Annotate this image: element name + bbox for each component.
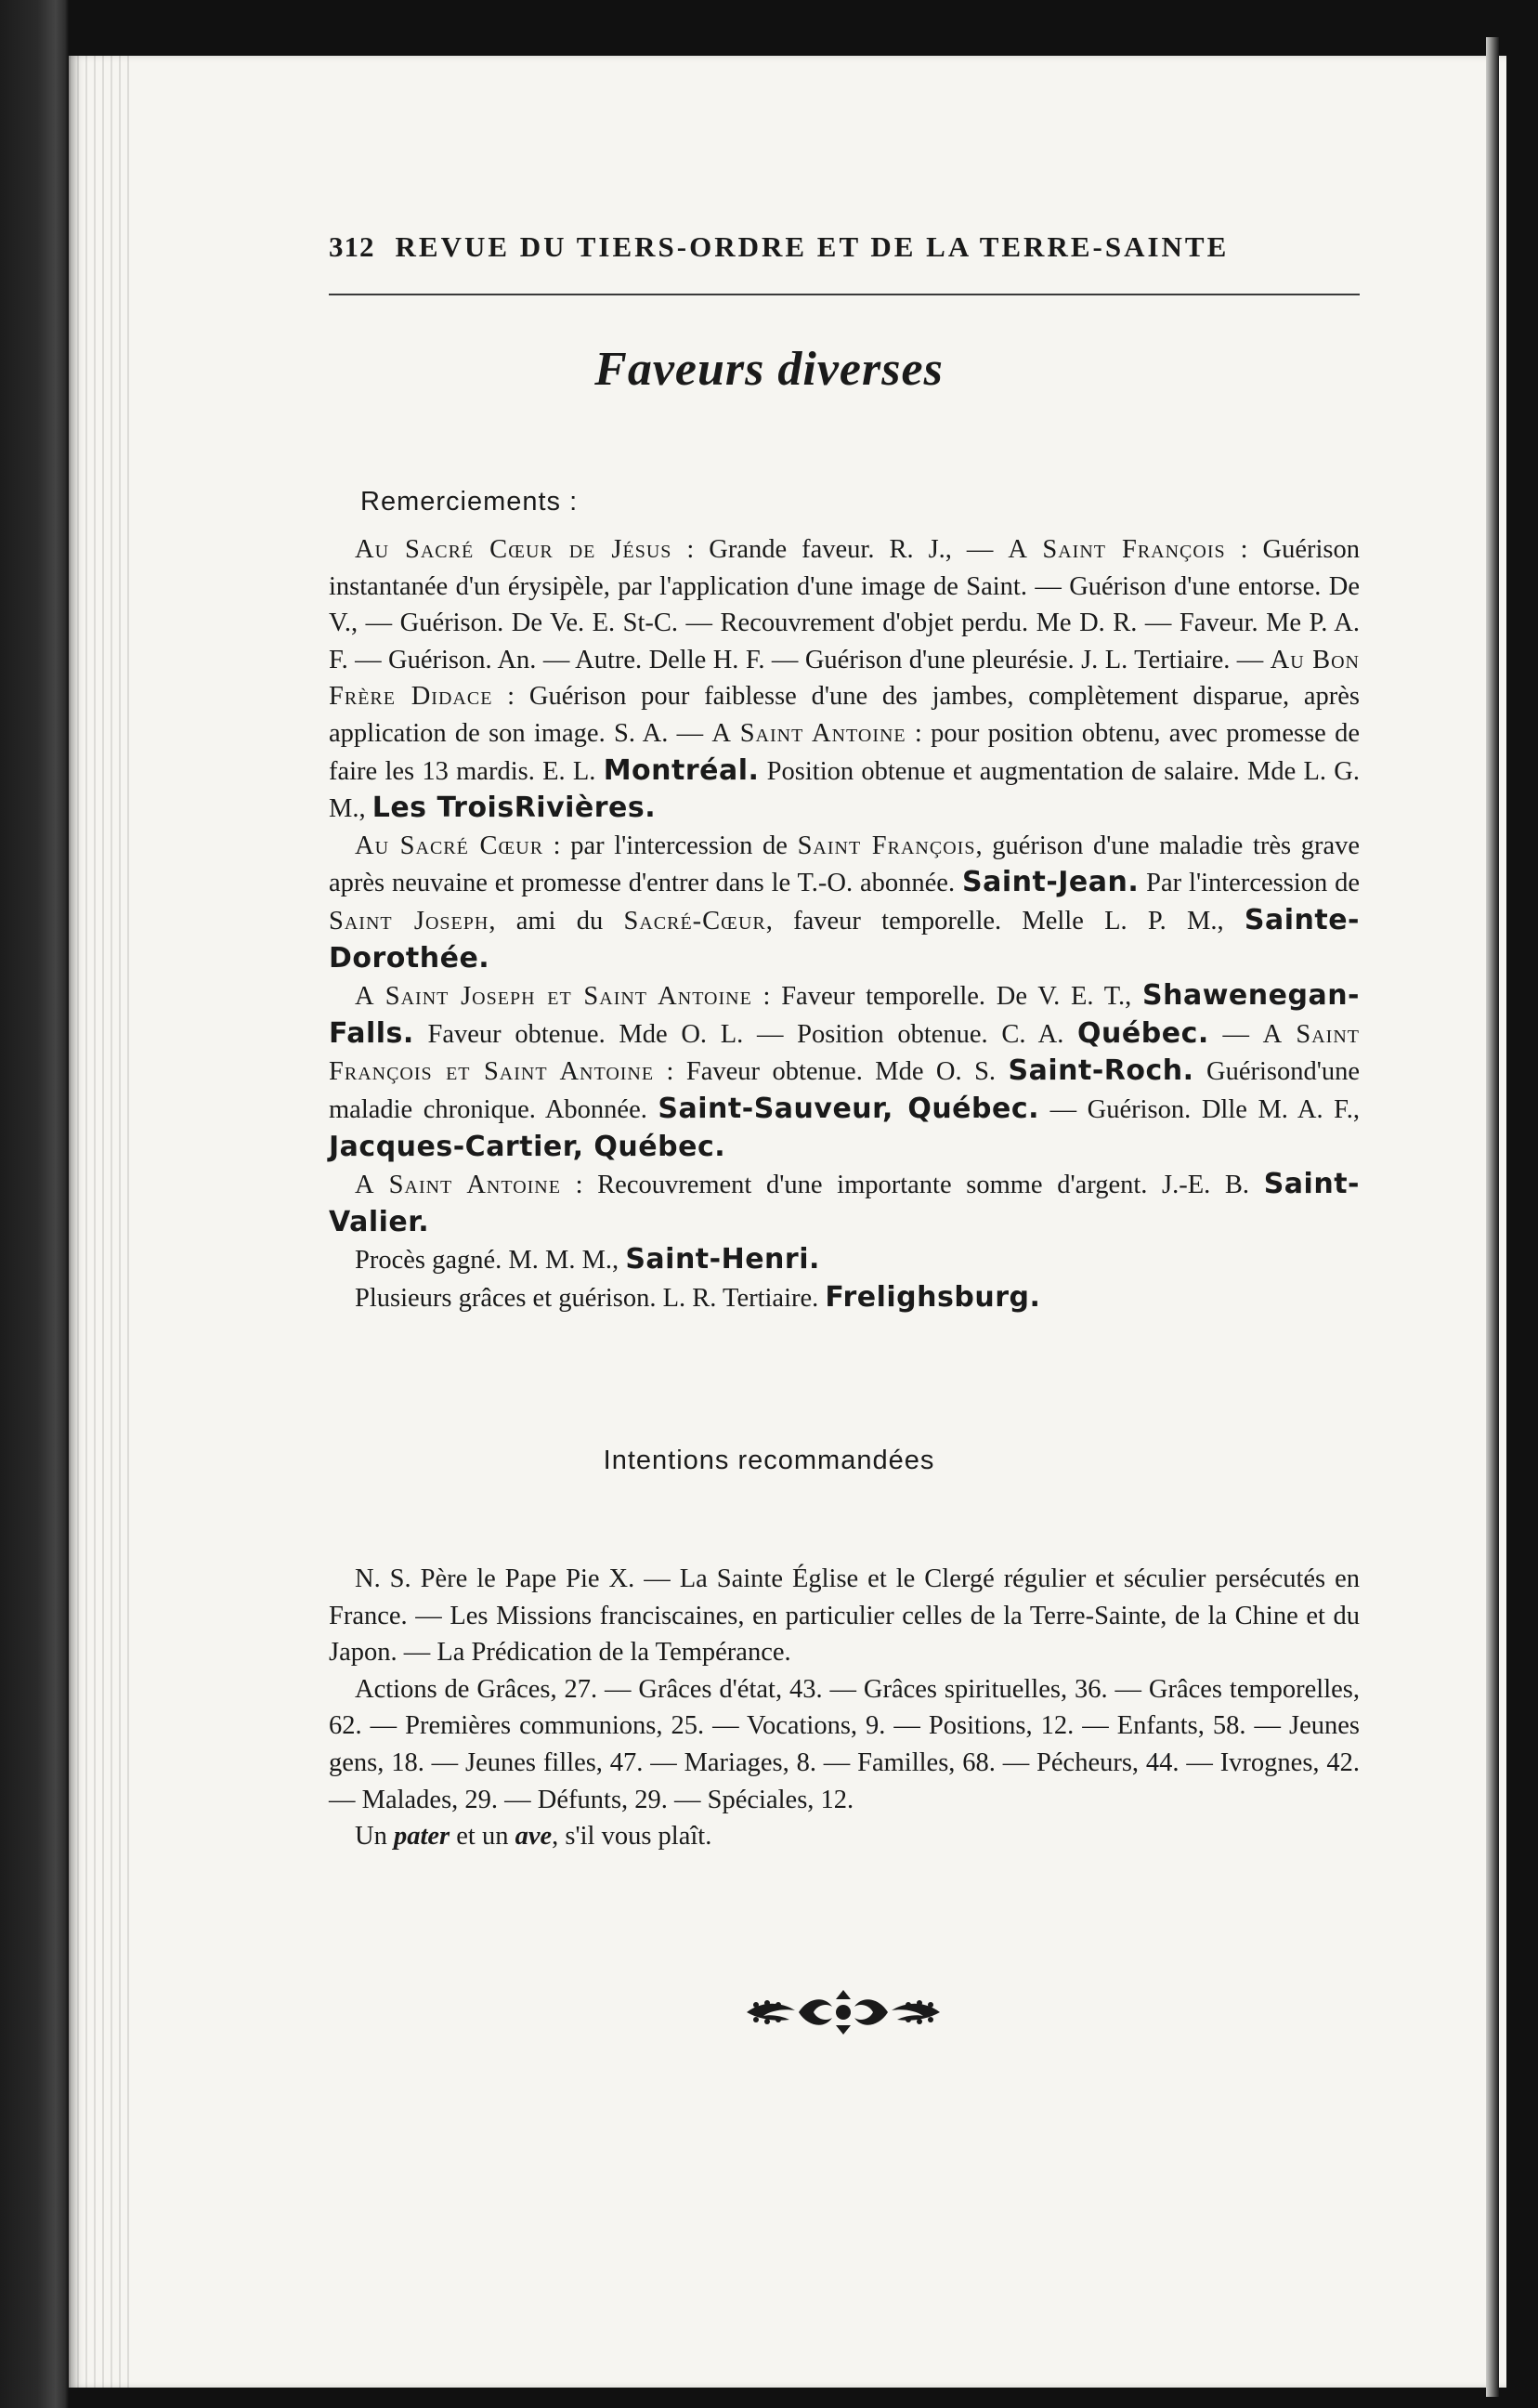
place-name: Saint-Henri. xyxy=(625,1243,820,1276)
intentions-body xyxy=(329,1561,1360,1855)
fleuron-ornament-icon xyxy=(743,1988,944,2036)
header-rule xyxy=(329,294,1360,295)
running-title: REVUE DU TIERS-ORDRE ET DE LA TERRE-SAINTE xyxy=(395,230,1230,263)
place-name: Saint-Sauveur, Québec. xyxy=(658,1092,1040,1125)
page-number: 312 xyxy=(329,230,375,263)
place-name: Saint-Roch. xyxy=(1008,1054,1194,1088)
place-name: Les TroisRivières. xyxy=(371,792,657,825)
paragraph: Un pater et un ave, s'il vous plaît. xyxy=(355,1822,712,1852)
paragraph: Plusieurs grâces et guérison. L. R. Tertiaire. Frelighsburg. xyxy=(355,1280,1041,1314)
place-name: Saint-Jean. xyxy=(961,866,1140,899)
place-name: Jacques-Cartier, Québec. xyxy=(329,1130,726,1163)
remerciements-body xyxy=(329,531,1360,1316)
place-name: Québec. xyxy=(1077,1016,1209,1050)
paragraph: A Saint Antoine : Recouvrement d'une importante somme d'argent. J.-E. B. Saint-Valier. xyxy=(329,1168,1360,1238)
place-name: Saint-Valier. xyxy=(329,1168,1360,1238)
place-name: Montréal. xyxy=(603,753,760,787)
page-gutter xyxy=(69,56,134,2388)
place-name: Frelighsburg. xyxy=(825,1280,1041,1314)
paragraph: Actions de Grâces, 27. — Grâces d'état, 43. — Grâces spirituelles, 36. — Grâces temporelles, 62. — Premières communions, 25. — Vocations, 9. — Positions, 12. — Enfants, 58. — Jeunes gens, 18. — Jeunes filles, 47. — Mariages, 8. — Familles, 68. — Pécheurs, 44. — Ivrognes, 42. — Malades, 29. — Défunts, 29. — Spéciales, 12. xyxy=(329,1674,1360,1814)
page-title: Faveurs diverses xyxy=(594,343,944,396)
intentions-heading: Intentions recommandées xyxy=(603,1446,935,1475)
paragraph: N. S. Père le Pape Pie X. — La Sainte Église et le Clergé régulier et séculier persécutés en France. — Les Missions franciscaines, en particulier celles de la Terre-Sainte, de la Chine et du Japon. — La Prédication de la Tempérance. xyxy=(329,1564,1360,1668)
paragraph: Procès gagné. M. M. M., Saint-Henri. xyxy=(355,1243,820,1276)
paragraph: Au Sacré Cœur de Jésus : Grande faveur. R. J., — A Saint François : Guérison instantanée d'un érysipèle, par l'application d'une image de Saint. — Guérison d'une entorse. De V., — Guérison. De Ve. E. St-C. — Recouvrement d'objet perdu. Me D. R. — Faveur. Me P. A. F. — Guérison. An. — Autre. Delle H. F. — Guérison d'une pleurésie. J. L. Tertiaire. — Au Bon Frère Didace : Guérison pour faiblesse d'une des jambes, complètement disparue, après application de son image. S. A. — A Saint Antoine : pour position obtenu, avec promesse de faire les 13 mardis. E. L. Montréal. Position obtenue et augmentation de salaire. Mde L. G. M., Les TroisRivières. xyxy=(329,535,1361,825)
paragraph: Au Sacré Cœur : par l'intercession de Saint François, guérison d'une maladie très grave après neuvaine et promesse d'entrer dans le T.-O. abonnée. Saint-Jean. Par l'intercession de Saint Joseph, ami du Sacré-Cœur, faveur temporelle. Melle L. P. M., Sainte-Dorothée. xyxy=(329,831,1361,975)
place-name: Shawenegan-Falls. xyxy=(329,979,1361,1050)
paragraph: A Saint Joseph et Saint Antoine : Faveur temporelle. De V. E. T., Shawenegan-Falls. Faveur obtenue. Mde O. L. — Position obtenue. C. A. Québec. — A Saint François et Saint Antoine : Faveur obtenue. Mde O. S. Saint-Roch. Guérisond'une maladie chronique. Abonnée. Saint-Sauveur, Québec. — Guérison. Dlle M. A. F., Jacques-Cartier, Québec. xyxy=(329,979,1361,1163)
remerciements-heading: Remerciements : xyxy=(360,487,579,517)
place-name: Sainte-Dorothée. xyxy=(329,903,1360,975)
running-header xyxy=(329,230,1360,277)
